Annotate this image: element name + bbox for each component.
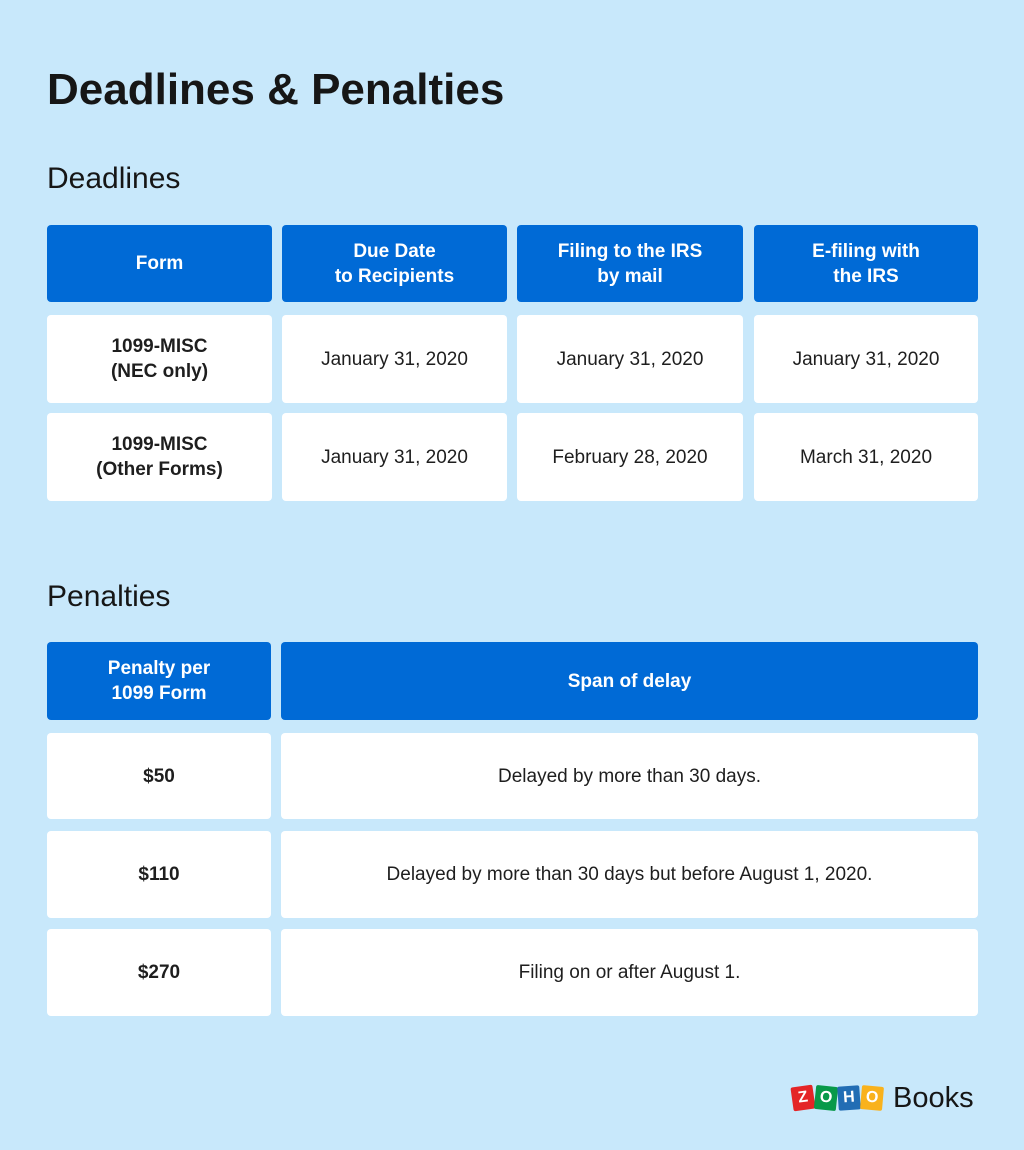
table-cell-penalty: $270: [47, 929, 271, 1016]
table-cell-penalty: $50: [47, 733, 271, 819]
table-cell-date: March 31, 2020: [754, 413, 978, 501]
zoho-books-logo: [792, 1078, 974, 1118]
logo-letter-tile: O: [860, 1085, 884, 1111]
table-cell-date: January 31, 2020: [282, 413, 507, 501]
table-cell-date: January 31, 2020: [282, 315, 507, 403]
deadlines-header-efiling: E-filing with the IRS: [754, 225, 978, 302]
page-title: Deadlines & Penalties: [47, 65, 505, 114]
table-cell-date: January 31, 2020: [754, 315, 978, 403]
logo-letter-tile: Z: [790, 1085, 815, 1112]
deadlines-heading: Deadlines: [47, 162, 181, 195]
penalties-heading: Penalties: [47, 580, 171, 613]
table-cell-span: Delayed by more than 30 days but before August 1, 2020.: [281, 831, 978, 918]
deadlines-header-form: Form: [47, 225, 272, 302]
table-cell-date: January 31, 2020: [517, 315, 743, 403]
table-cell-form: 1099-MISC (Other Forms): [47, 413, 272, 501]
table-cell-penalty: $110: [47, 831, 271, 918]
table-cell-date: February 28, 2020: [517, 413, 743, 501]
logo-wordmark: Books: [893, 1082, 974, 1114]
deadlines-header-mail-filing: Filing to the IRS by mail: [517, 225, 743, 302]
deadlines-header-due-date: Due Date to Recipients: [282, 225, 507, 302]
table-cell-span: Delayed by more than 30 days.: [281, 733, 978, 819]
logo-letter-tile: O: [814, 1085, 838, 1111]
table-cell-form: 1099-MISC (NEC only): [47, 315, 272, 403]
penalties-header-amount: Penalty per 1099 Form: [47, 642, 271, 720]
penalties-header-span: Span of delay: [281, 642, 978, 720]
table-cell-span: Filing on or after August 1.: [281, 929, 978, 1016]
logo-letter-tile: H: [837, 1085, 861, 1110]
